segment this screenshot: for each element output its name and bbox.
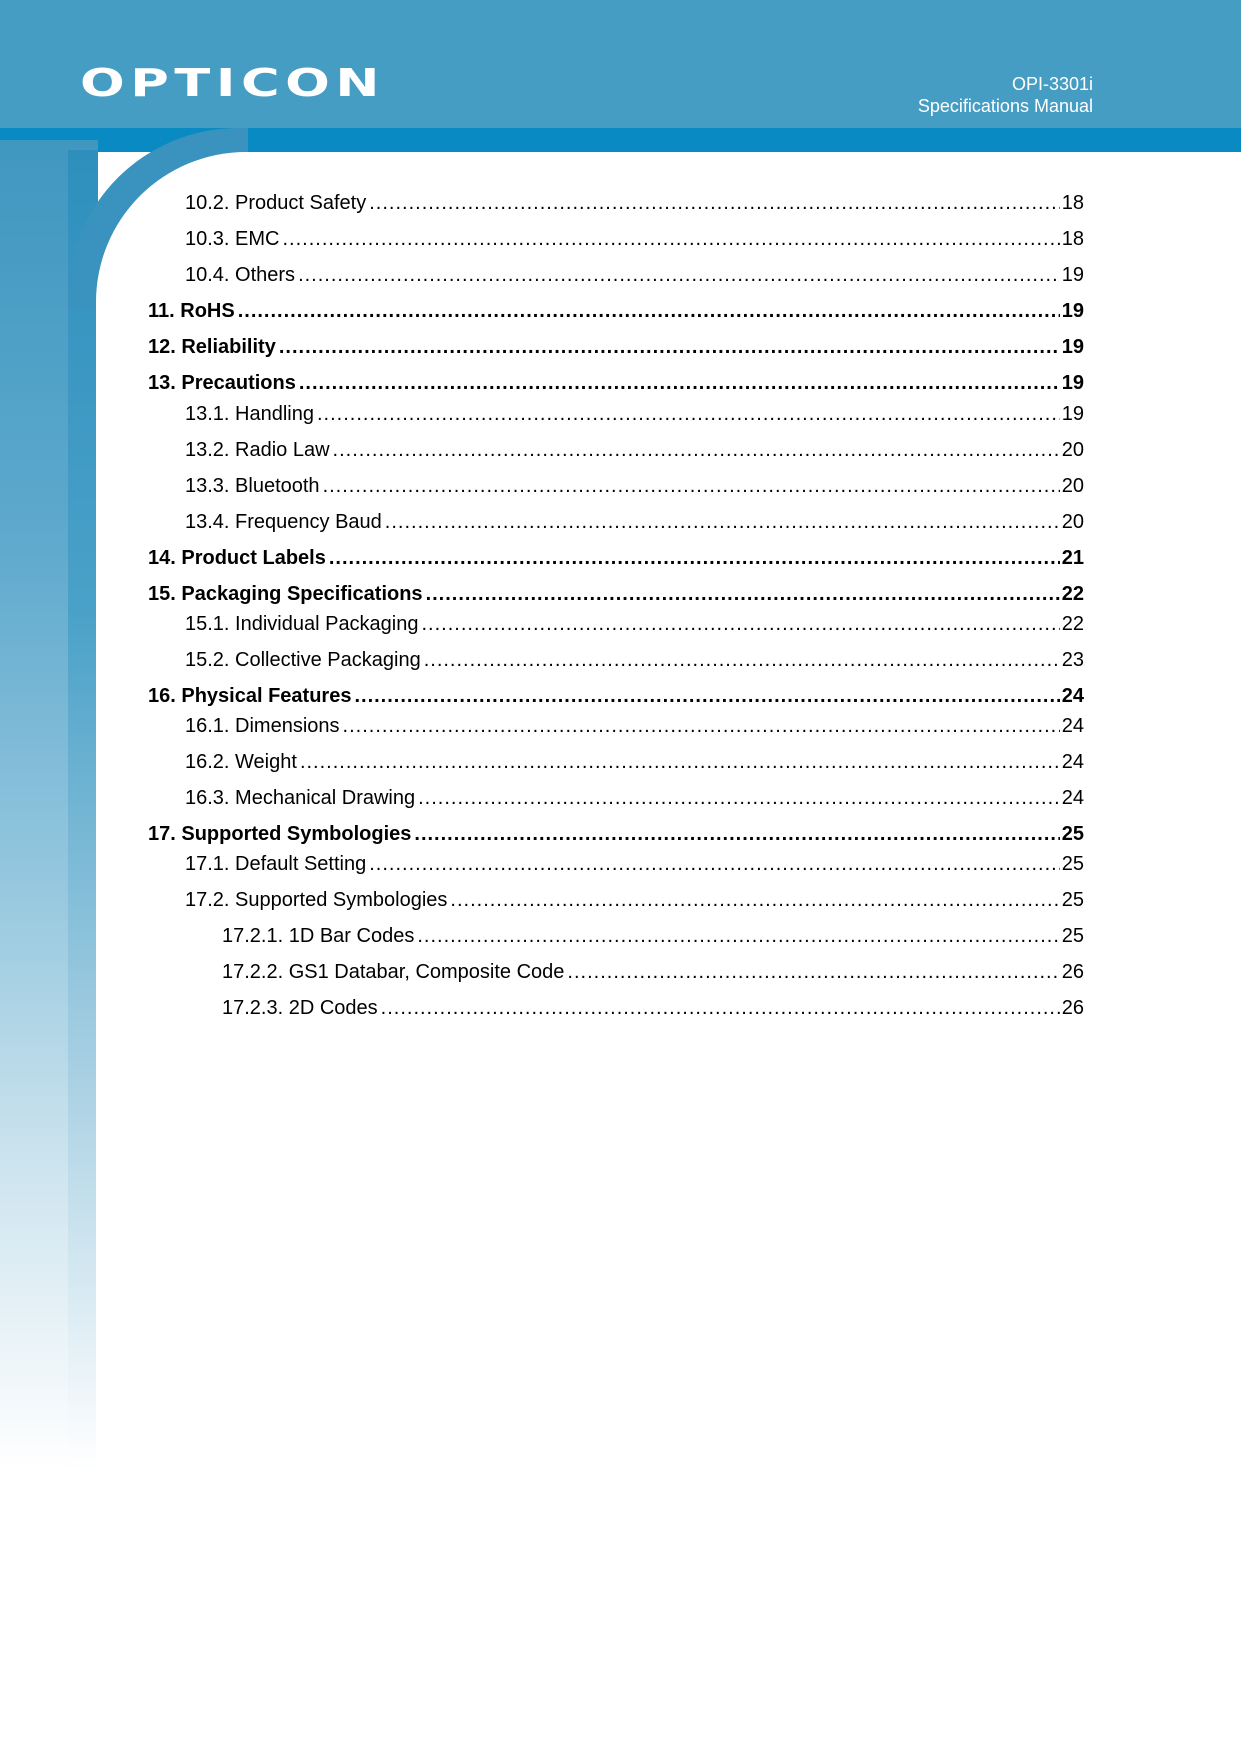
toc-entry[interactable] xyxy=(148,545,1084,571)
toc-entry[interactable] xyxy=(185,190,1084,216)
toc-entry-title: 13. Precautions xyxy=(148,372,296,394)
doc-title: Specifications Manual xyxy=(917,96,1093,116)
toc-dot-leader xyxy=(317,401,1060,427)
toc-dot-leader xyxy=(369,190,1060,216)
toc-dot-leader xyxy=(298,262,1060,288)
toc-dot-leader xyxy=(414,821,1059,847)
toc-dot-leader xyxy=(567,959,1059,985)
toc-dot-leader xyxy=(422,611,1060,637)
toc-entry-title: 17. Supported Symbologies xyxy=(148,823,412,845)
toc-entry[interactable] xyxy=(185,473,1084,499)
toc-entry-title: 15. Packaging Specifications xyxy=(148,583,423,605)
toc-entry[interactable] xyxy=(185,851,1084,877)
toc-entry-title: 14. Product Labels xyxy=(148,547,326,569)
toc-entry[interactable] xyxy=(185,611,1084,637)
toc-entry[interactable] xyxy=(185,437,1084,463)
toc-entry-title: 13.4. Frequency Baud xyxy=(185,511,382,533)
toc-dot-leader xyxy=(424,647,1060,673)
toc-entry-title: 12. Reliability xyxy=(148,336,276,358)
toc-dot-leader xyxy=(323,473,1060,499)
toc-dot-leader xyxy=(333,437,1060,463)
toc-dot-leader xyxy=(282,226,1059,252)
toc-dot-leader xyxy=(450,887,1059,913)
toc-entry-title: 17.2.1. 1D Bar Codes xyxy=(222,925,415,947)
toc-entry-page: 24 xyxy=(1061,751,1084,773)
toc-entry-page: 25 xyxy=(1061,925,1084,947)
toc-dot-leader xyxy=(381,995,1060,1021)
toc-entry-title: 10.3. EMC xyxy=(185,228,280,250)
toc-entry[interactable] xyxy=(185,713,1084,739)
toc-entry-title: 13.2. Radio Law xyxy=(185,439,330,461)
toc-entry[interactable] xyxy=(148,334,1084,360)
toc-entry-title: 16. Physical Features xyxy=(148,685,352,707)
toc-entry-title: 10.2. Product Safety xyxy=(185,192,367,214)
toc-entry-page: 26 xyxy=(1061,961,1084,983)
toc-dot-leader xyxy=(354,683,1059,709)
toc-entry[interactable] xyxy=(222,923,1084,949)
toc-entry-title: 15.2. Collective Packaging xyxy=(185,649,421,671)
toc-entry[interactable] xyxy=(185,401,1084,427)
toc-entry[interactable] xyxy=(185,226,1084,252)
toc-entry[interactable] xyxy=(148,821,1084,847)
toc-entry-page: 22 xyxy=(1061,583,1084,605)
toc-entry[interactable] xyxy=(148,683,1084,709)
toc-entry[interactable] xyxy=(185,749,1084,775)
toc-entry[interactable] xyxy=(148,581,1084,607)
toc-entry-page: 25 xyxy=(1061,853,1084,875)
toc-dot-leader xyxy=(417,923,1059,949)
toc-entry-page: 18 xyxy=(1061,192,1084,214)
toc-entry-page: 20 xyxy=(1061,511,1084,533)
toc-entry[interactable] xyxy=(222,995,1084,1021)
toc-entry-page: 21 xyxy=(1061,547,1084,569)
toc-dot-leader xyxy=(385,509,1060,535)
toc-entry-title: 17.1. Default Setting xyxy=(185,853,367,875)
toc-entry-page: 20 xyxy=(1061,475,1084,497)
toc-entry-title: 10.4. Others xyxy=(185,264,296,286)
toc-entry-page: 20 xyxy=(1061,439,1084,461)
toc-entry-title: 11. RoHS xyxy=(148,300,235,322)
toc-entry-page: 19 xyxy=(1061,372,1084,394)
toc-dot-leader xyxy=(426,581,1060,607)
toc-entry[interactable] xyxy=(185,509,1084,535)
toc-entry-page: 24 xyxy=(1061,787,1084,809)
toc-entry-title: 17.2.2. GS1 Databar, Composite Code xyxy=(222,961,565,983)
toc-entry-title: 13.3. Bluetooth xyxy=(185,475,320,497)
logo-text: OPTICON xyxy=(80,61,385,104)
toc-entry-title: 17.2. Supported Symbologies xyxy=(185,889,448,911)
doc-id: OPI-3301i xyxy=(1011,74,1093,94)
toc-entry-title: 16.1. Dimensions xyxy=(185,715,340,737)
toc-dot-leader xyxy=(279,334,1060,360)
toc-entry[interactable] xyxy=(185,887,1084,913)
toc-dot-leader xyxy=(343,713,1060,739)
toc-entry-title: 15.1. Individual Packaging xyxy=(185,613,419,635)
toc-dot-leader xyxy=(238,298,1060,324)
toc-entry-page: 19 xyxy=(1061,403,1084,425)
toc-entry-title: 16.3. Mechanical Drawing xyxy=(185,787,416,809)
toc-entry-page: 19 xyxy=(1061,336,1084,358)
toc-entry[interactable] xyxy=(185,262,1084,288)
toc-entry[interactable] xyxy=(185,647,1084,673)
toc-entry-title: 13.1. Handling xyxy=(185,403,314,425)
toc-dot-leader xyxy=(418,785,1060,811)
toc-entry-page: 26 xyxy=(1061,997,1084,1019)
toc-entry[interactable] xyxy=(222,959,1084,985)
toc-entry[interactable] xyxy=(148,370,1084,396)
toc-entry-page: 24 xyxy=(1061,715,1084,737)
toc-dot-leader xyxy=(329,545,1060,571)
toc-entry-page: 19 xyxy=(1061,300,1084,322)
toc-entry-page: 23 xyxy=(1061,649,1084,671)
toc-dot-leader xyxy=(299,370,1060,396)
toc-entry-page: 24 xyxy=(1061,685,1084,707)
toc-dot-leader xyxy=(300,749,1060,775)
toc-entry[interactable] xyxy=(185,785,1084,811)
toc-entry-page: 19 xyxy=(1061,264,1084,286)
toc-entry-page: 18 xyxy=(1061,228,1084,250)
toc-entry-title: 17.2.3. 2D Codes xyxy=(222,997,378,1019)
toc-entry-page: 22 xyxy=(1061,613,1084,635)
toc-entry[interactable] xyxy=(148,298,1084,324)
toc-entry-title: 16.2. Weight xyxy=(185,751,297,773)
toc-dot-leader xyxy=(369,851,1060,877)
toc-entry-page: 25 xyxy=(1061,823,1084,845)
toc-entry-page: 25 xyxy=(1061,889,1084,911)
